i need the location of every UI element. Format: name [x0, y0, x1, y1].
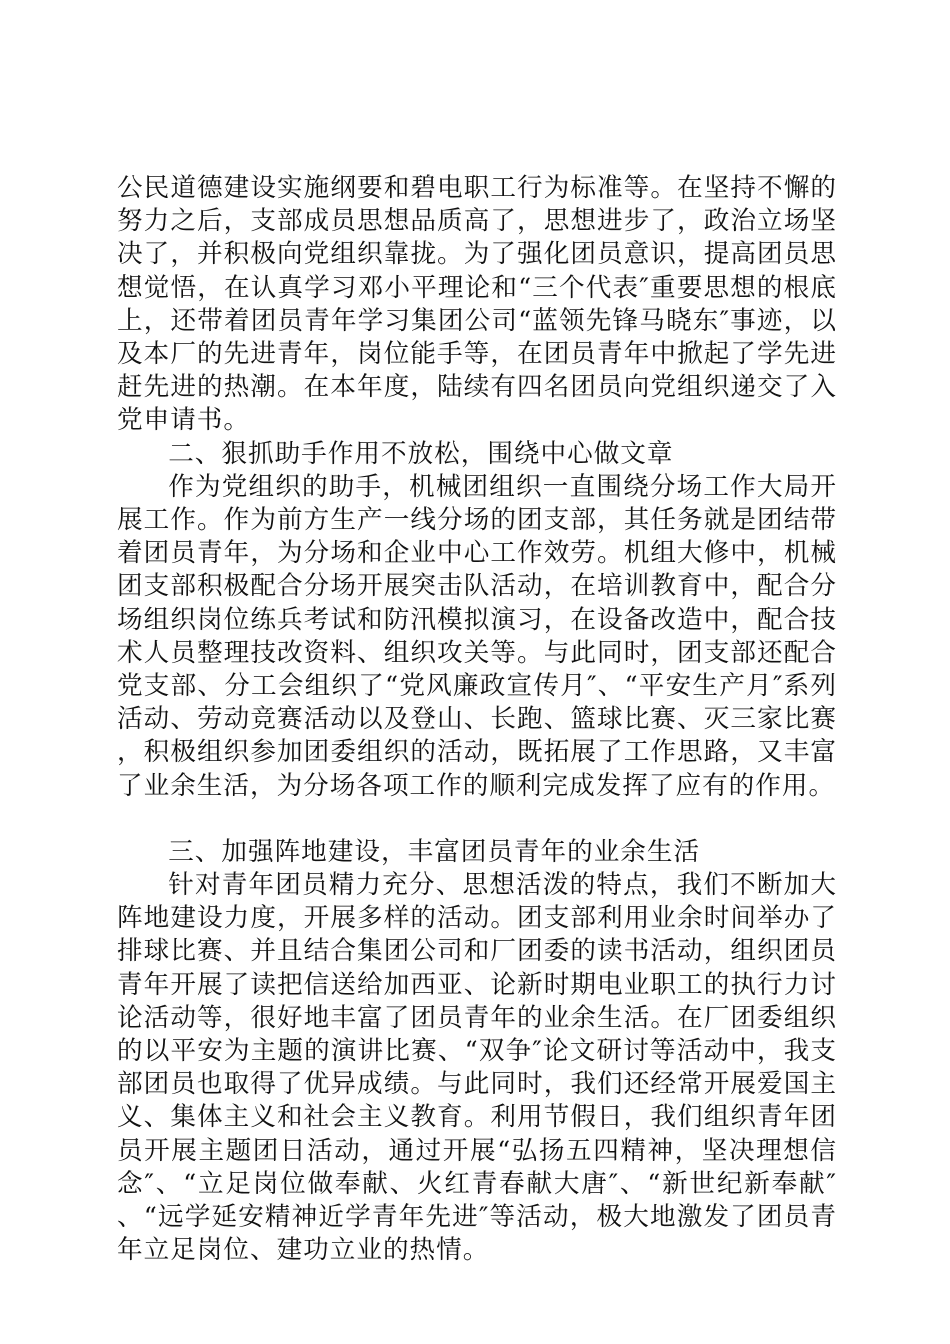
- section-heading-three: 三、加强阵地建设，丰富团员青年的业余生活: [168, 836, 701, 867]
- document-body: [117, 172, 837, 1268]
- paragraph-spacer: [117, 803, 837, 836]
- paragraph-section-two: 作为党组织的助手，机械团组织一直围绕分场工作大局开展工作。作为前方生产一线分场的团支部，其任务就是团结带着团员青年，为分场和企业中心工作效劳。机组大修中，机械团支部积极配合分场开展突击队活动，在培训教育中，配合分场组织岗位练兵考试和防汛模拟演习，在设备改造中，配合技术人员整理技改资料、组织攻关等。与此同时，团支部还配合党支部、分工会组织了“党风廉政宣传月″、“平安生产月″系列活动、劳动竞赛活动以及登山、长跑、篮球比赛、灭三家比赛，积极组织参加团委组织的活动，既拓展了工作思路，又丰富了业余生活，为分场各项工作的顺利完成发挥了应有的作用。: [117, 471, 837, 801]
- paragraph-continuation: 公民道德建设实施纲要和碧电职工行为标准等。在坚持不懈的努力之后，支部成员思想品质高了，思想进步了，政治立场坚决了，并积极向党组织靠拢。为了强化团员意识，提高团员思想觉悟，在认真学习邓小平理论和“三个代表″重要思想的根底上，还带着团员青年学习集团公司“蓝领先锋马晓东″事迹，以及本厂的先进青年，岗位能手等，在团员青年中掀起了学先进赶先进的热潮。在本年度，陆续有四名团员向党组织递交了入党申请书。: [117, 173, 837, 436]
- section-heading-two: 二、狠抓助手作用不放松，围绕中心做文章: [168, 438, 674, 469]
- paragraph-section-three: 针对青年团员精力充分、思想活泼的特点，我们不断加大阵地建设力度，开展多样的活动。团支部利用业余时间举办了排球比赛、并且结合集团公司和厂团委的读书活动，组织团员青年开展了读把信送给加西亚、论新时期电业职工的执行力讨论活动等，很好地丰富了团员青年的业余生活。在厂团委组织的以平安为主题的演讲比赛、“双争″论文研讨等活动中，我支部团员也取得了优异成绩。与此同时，我们还经常开展爱国主义、集体主义和社会主义教育。利用节假日，我们组织青年团员开展主题团日活动，通过开展“弘扬五四精神，坚决理想信念″、“立足岗位做奉献、火红青春献大唐″、“新世纪新奉献″、“远学延安精神近学青年先进″等活动，极大地激发了团员青年立足岗位、建功立业的热情。: [117, 870, 837, 1266]
